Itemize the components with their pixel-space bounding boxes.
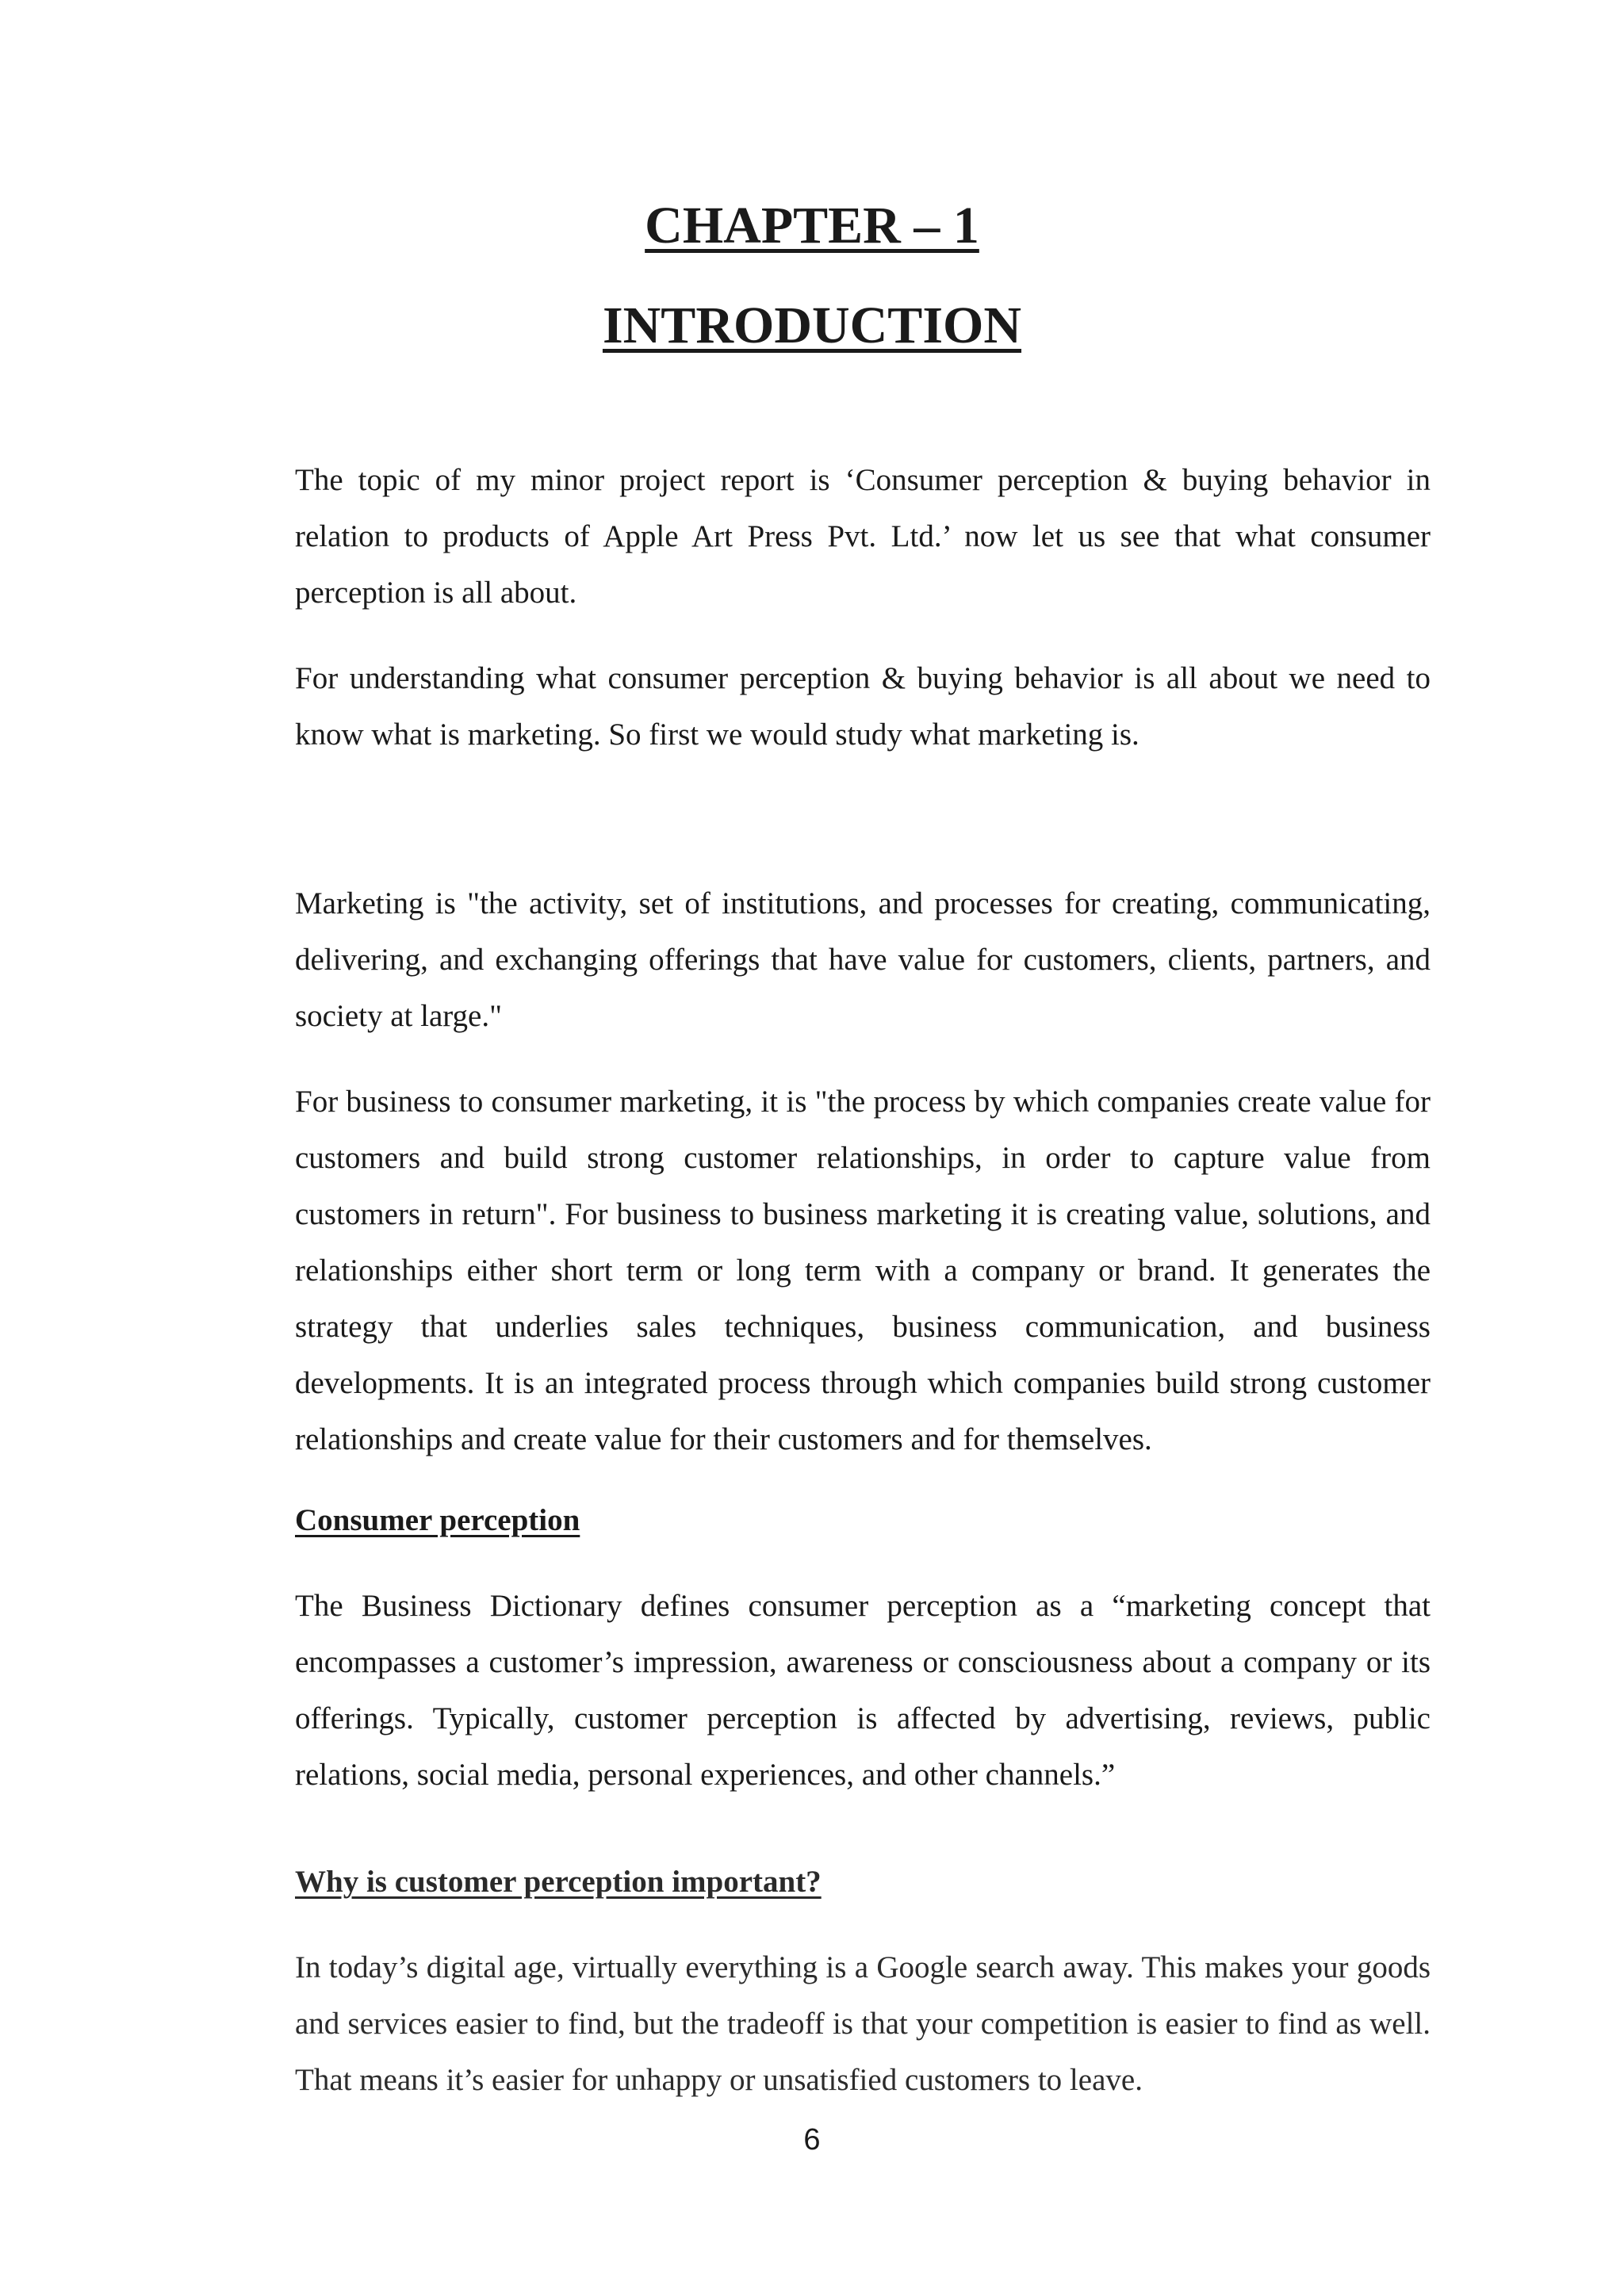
subheading-why-important: Why is customer perception important? (295, 1865, 822, 1899)
paragraph-consumer-perception: The Business Dictionary defines consumer perception as a “marketing concept that encompasses a customer’s impression, awareness or consciousness about a company or its offerings. Typically, customer perception is affected by advertising, reviews, public relations, social media, personal experiences, and other channels.” (295, 1589, 1431, 1792)
section-heading-text: INTRODUCTION (602, 297, 1022, 354)
paragraph-understanding: For understanding what consumer perception & buying behavior is all about we need to know what is marketing. So first we would study what marketing is. (295, 661, 1431, 752)
paragraph-digital-age: In today’s digital age, virtually everything is a Google search away. This makes your goods and services easier to find, but the tradeoff is that your competition is easier to find as well. That means it’s easier for unhappy or unsatisfied customers to leave. (295, 1950, 1431, 2097)
page-number: 6 (803, 2123, 821, 2156)
chapter-heading-text: CHAPTER – 1 (645, 197, 979, 254)
chapter-heading (0, 197, 1624, 254)
subheading-consumer-perception: Consumer perception (295, 1503, 580, 1537)
paragraph-b2c-marketing: For business to consumer marketing, it is "the process by which companies create value for customers and build strong customer relationships, in order to capture value from customers in return". For business to business marketing it is creating value, solutions, and relationships either short term or long term with a company or brand. It generates the strategy that underlies sales techniques, business communication, and business developments. It is an integrated process through which companies build strong customer relationships and create value for their customers and for themselves. (295, 1085, 1431, 1456)
section-heading (0, 297, 1624, 354)
paragraph-marketing-definition: Marketing is "the activity, set of institutions, and processes for creating, communicating, delivering, and exchanging offerings that have value for customers, clients, partners, and society at large." (295, 886, 1431, 1033)
paragraph-topic: The topic of my minor project report is ‘Consumer perception & buying behavior in relation to products of Apple Art Press Pvt. Ltd.’ now let us see that what consumer perception is all about. (295, 463, 1431, 610)
